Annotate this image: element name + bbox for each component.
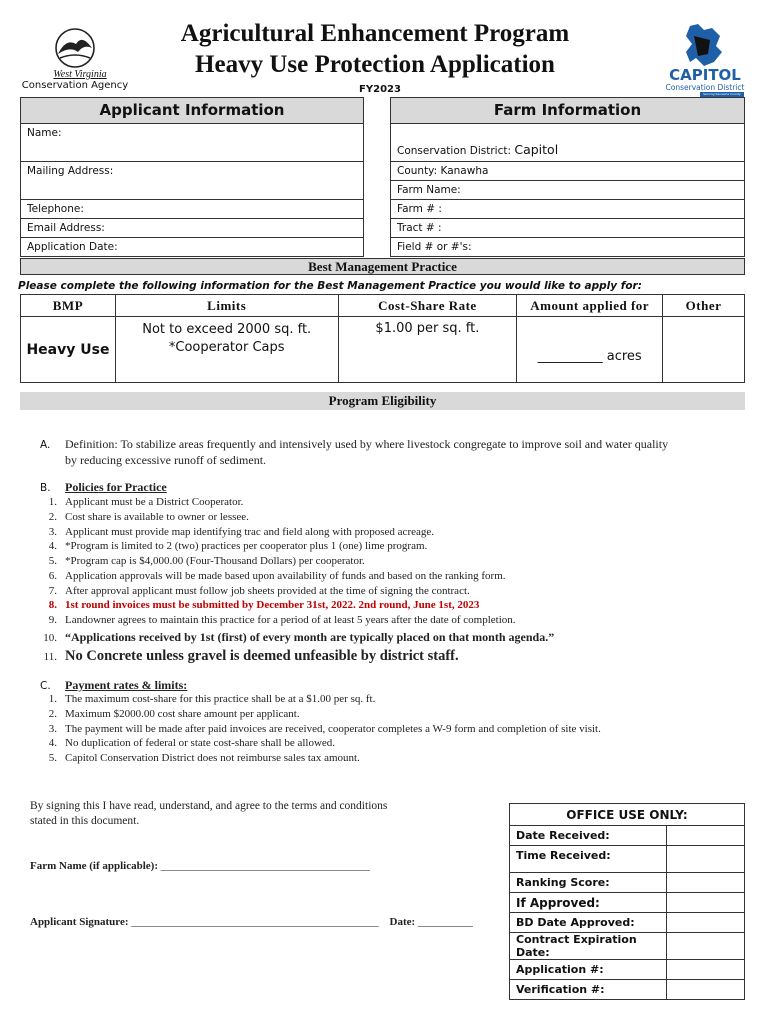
date-label: Date: bbox=[389, 916, 416, 928]
office-row-value[interactable] bbox=[667, 893, 745, 913]
date-input[interactable]: __________ bbox=[417, 916, 473, 928]
office-row-value[interactable] bbox=[667, 826, 745, 846]
county-label: County: Kanawha bbox=[397, 165, 489, 177]
office-row-label: Verification #: bbox=[510, 980, 667, 1000]
bmp-limits-line2: *Cooperator Caps bbox=[168, 340, 285, 355]
eligibility-heading: Program Eligibility bbox=[20, 392, 745, 410]
fiscal-year: FY2023 bbox=[359, 84, 401, 95]
payment-item: 3. The payment will be made after paid invoices are received, cooperator completes a W-9 form and completion of site visit. bbox=[48, 723, 601, 735]
office-row-value[interactable] bbox=[667, 873, 745, 893]
office-row-value[interactable] bbox=[667, 913, 745, 933]
payment-item: 2. Maximum $2000.00 cost share amount per applicant. bbox=[48, 708, 300, 720]
policy-item-deadlines: 8. 1st round invoices must be submitted by December 31st, 2022. 2nd round, June 1st, 2023 bbox=[48, 599, 480, 611]
policy-item: 7. After approval applicant must follow job sheets provided at the time of signing the contract. bbox=[48, 585, 470, 597]
payment-title: Payment rates & limits: bbox=[65, 678, 188, 692]
email-field[interactable] bbox=[20, 219, 364, 238]
farm-name-signature-input[interactable]: ______________________________________ bbox=[160, 860, 370, 872]
tract-number-label: Tract # : bbox=[397, 222, 442, 234]
telephone-label: Telephone: bbox=[27, 203, 84, 215]
conservation-district-field[interactable] bbox=[390, 124, 745, 162]
section-a-letter: A. bbox=[40, 439, 51, 451]
mailing-address-label: Mailing Address: bbox=[27, 165, 114, 177]
farm-number-field[interactable] bbox=[390, 200, 745, 219]
name-label: Name: bbox=[27, 127, 62, 139]
application-date-field[interactable] bbox=[20, 238, 364, 257]
policy-item-agenda: 10. “Applications received by 1st (first) of every month are typically placed on that month agenda.” bbox=[43, 630, 555, 644]
mailing-address-field[interactable] bbox=[20, 162, 364, 200]
tract-number-field[interactable] bbox=[390, 219, 745, 238]
application-date-label: Application Date: bbox=[27, 241, 118, 253]
applicant-info-heading: Applicant Information bbox=[20, 97, 364, 124]
policy-item: 4. *Program is limited to 2 (two) practices per cooperator plus 1 (one) lime program. bbox=[48, 540, 428, 552]
conservation-district-label: Conservation District: bbox=[397, 145, 512, 157]
bmp-name: Heavy Use bbox=[21, 317, 116, 383]
bmp-other-input[interactable] bbox=[663, 317, 745, 383]
col-amount: Amount applied for bbox=[517, 295, 663, 317]
signature-row bbox=[30, 916, 473, 928]
definition-line1: Definition: To stabilize areas frequently and intensively used by where livestock congregate to improve soil and water quality bbox=[65, 437, 669, 451]
logo-text-district: Conservation District bbox=[665, 83, 745, 92]
definition-line2: by reducing excessive runoff of sediment. bbox=[65, 453, 267, 467]
office-use-table bbox=[509, 803, 745, 1000]
conservation-district-value: Capitol bbox=[514, 142, 559, 157]
office-row-label: BD Date Approved: bbox=[510, 913, 667, 933]
page-title-line2: Heavy Use Protection Application bbox=[195, 51, 555, 78]
payment-item: 5. Capitol Conservation District does not reimburse sales tax amount. bbox=[48, 752, 360, 764]
bmp-amount-input[interactable]: __________ acres bbox=[517, 317, 663, 383]
farm-name-signature-row bbox=[30, 860, 370, 872]
logo-text-serving: Serving Kanawha County bbox=[700, 92, 744, 97]
bmp-row bbox=[21, 317, 745, 383]
office-row-label: Date Received: bbox=[510, 826, 667, 846]
office-row-label: Contract Expiration Date: bbox=[510, 933, 667, 960]
policy-item: 9. Landowner agrees to maintain this practice for a period of at least 5 years after the date of completion. bbox=[48, 614, 516, 626]
office-use-heading: OFFICE USE ONLY: bbox=[510, 804, 745, 826]
payment-item: 1. The maximum cost-share for this practice shall be at a $1.00 per sq. ft. bbox=[48, 693, 376, 705]
policy-item: 5. *Program cap is $4,000.00 (Four-Thousand Dollars) per cooperator. bbox=[48, 555, 365, 567]
bmp-instructions: Please complete the following information for the Best Management Practice you would like to apply for: bbox=[18, 280, 642, 292]
bmp-header-row bbox=[21, 295, 745, 317]
farm-name-field[interactable] bbox=[390, 181, 745, 200]
page-title-line1: Agricultural Enhancement Program bbox=[180, 20, 570, 47]
policy-item: 2. Cost share is available to owner or lessee. bbox=[48, 511, 249, 523]
field-number-label: Field # or #'s: bbox=[397, 241, 472, 253]
county-field[interactable] bbox=[390, 162, 745, 181]
policy-item: 1. Applicant must be a District Cooperator. bbox=[48, 496, 244, 508]
office-row-label: Application #: bbox=[510, 960, 667, 980]
signature-label: Applicant Signature: bbox=[30, 916, 129, 928]
logo-text-capitol: CAPITOL bbox=[669, 66, 741, 84]
section-b-letter: B. bbox=[40, 482, 51, 494]
payment-item: 4. No duplication of federal or state cost-share shall be allowed. bbox=[48, 737, 336, 749]
bmp-heading: Best Management Practice bbox=[20, 258, 745, 275]
farm-name-label: Farm Name: bbox=[397, 184, 461, 196]
office-row-value[interactable] bbox=[667, 846, 745, 873]
wv-conservation-agency-logo bbox=[20, 24, 130, 96]
signature-input[interactable]: _____________________________________________ bbox=[131, 916, 379, 928]
bmp-table bbox=[20, 294, 745, 383]
office-row-label: If Approved: bbox=[510, 893, 667, 913]
bmp-limits-line1: Not to exceed 2000 sq. ft. bbox=[142, 322, 312, 337]
col-bmp: BMP bbox=[21, 295, 116, 317]
email-label: Email Address: bbox=[27, 222, 105, 234]
policy-item: 6. Application approvals will be made based upon availability of funds and based on the ranking form. bbox=[48, 570, 506, 582]
policies-title: Policies for Practice bbox=[65, 480, 167, 494]
office-row-value[interactable] bbox=[667, 980, 745, 1000]
office-row-value[interactable] bbox=[667, 960, 745, 980]
col-rate: Cost-Share Rate bbox=[338, 295, 517, 317]
farm-name-signature-label: Farm Name (if applicable): bbox=[30, 860, 158, 872]
col-limits: Limits bbox=[115, 295, 338, 317]
col-other: Other bbox=[663, 295, 745, 317]
field-number-field[interactable] bbox=[390, 238, 745, 257]
logo-text-west-virginia: West Virginia bbox=[53, 69, 107, 80]
column-divider bbox=[363, 97, 391, 257]
policy-item-concrete: 11. No Concrete unless gravel is deemed unfeasible by district staff. bbox=[43, 648, 459, 664]
logo-text-agency: Conservation Agency bbox=[21, 80, 129, 91]
telephone-field[interactable] bbox=[20, 200, 364, 219]
bmp-rate: $1.00 per sq. ft. bbox=[338, 317, 517, 383]
agreement-statement-line2: stated in this document. bbox=[30, 815, 140, 827]
office-row-label: Ranking Score: bbox=[510, 873, 667, 893]
bmp-limits bbox=[115, 317, 338, 383]
office-row-value[interactable] bbox=[667, 933, 745, 960]
capitol-district-logo bbox=[664, 22, 746, 96]
farm-info-heading: Farm Information bbox=[390, 97, 745, 124]
name-field[interactable] bbox=[20, 124, 364, 162]
section-c-letter: C. bbox=[40, 680, 51, 692]
office-row-label: Time Received: bbox=[510, 846, 667, 873]
farm-number-label: Farm # : bbox=[397, 203, 442, 215]
policy-item: 3. Applicant must provide map identifying trac and field along with proposed acreage. bbox=[48, 526, 434, 538]
agreement-statement-line1: By signing this I have read, understand, and agree to the terms and conditions bbox=[30, 800, 388, 812]
